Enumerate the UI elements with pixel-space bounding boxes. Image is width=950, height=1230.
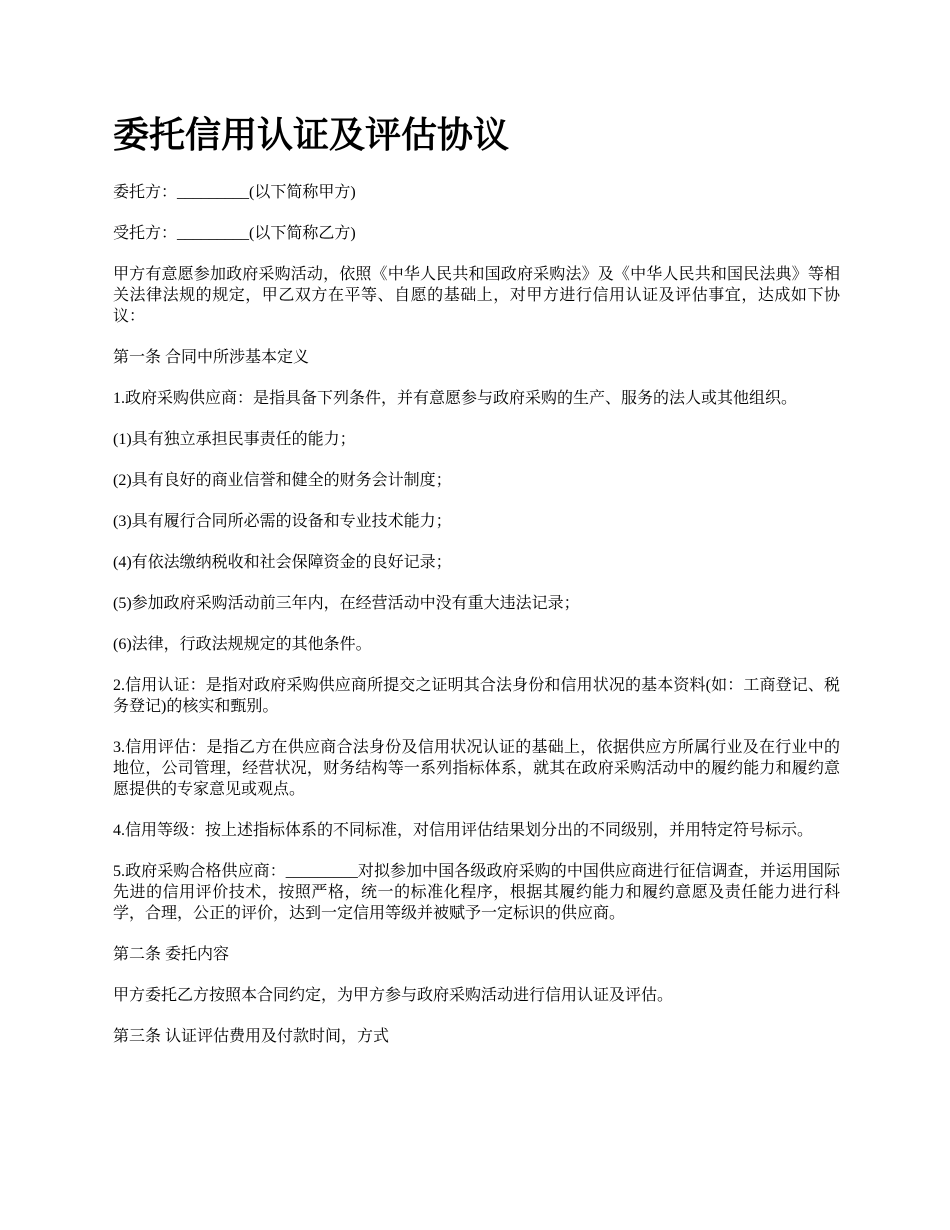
document-page	[113, 110, 840, 1067]
article-2-paragraph: 甲方委托乙方按照本合同约定，为甲方参与政府采购活动进行信用认证及评估。	[113, 987, 674, 1004]
party-a-line: 委托方：_________(以下简称甲方)	[113, 184, 356, 201]
definition-5-paragraph: 5.政府采购合格供应商：_________对拟参加中国各级政府采购的中国供应商进行征信调查，并运用国际先进的信用评价技术，按照严格，统一的标准化程序，根据其履约能力和履约意愿及责任能力进行科学，合理，公正的评价，达到一定信用等级并被赋予一定标识的供应商。	[113, 863, 840, 922]
preamble-paragraph: 甲方有意愿参加政府采购活动，依照《中华人民共和国政府采购法》及《中华人民共和国民法典》等相关法律法规的规定，甲乙双方在平等、自愿的基础上，对甲方进行信用认证及评估事宜，达成如下协议：	[113, 266, 840, 325]
condition-6-item: (6)法律，行政法规规定的其他条件。	[113, 636, 372, 653]
article-1-heading: 第一条 合同中所涉基本定义	[113, 349, 310, 366]
definition-1-paragraph: 1.政府采购供应商：是指具备下列条件，并有意愿参与政府采购的生产、服务的法人或其他组织。	[113, 390, 798, 407]
condition-5-item: (5)参加政府采购活动前三年内，在经营活动中没有重大违法记录；	[113, 595, 580, 612]
article-2-heading: 第二条 委托内容	[113, 946, 230, 963]
condition-1-item: (1)具有独立承担民事责任的能力；	[113, 431, 356, 448]
condition-4-item: (4)有依法缴纳税收和社会保障资金的良好记录；	[113, 554, 452, 571]
condition-2-item: (2)具有良好的商业信誉和健全的财务会计制度；	[113, 472, 452, 489]
party-b-line: 受托方：_________(以下简称乙方)	[113, 225, 356, 242]
condition-3-item: (3)具有履行合同所必需的设备和专业技术能力；	[113, 513, 452, 530]
definition-2-paragraph: 2.信用认证：是指对政府采购供应商所提交之证明其合法身份和信用状况的基本资料(如：工商登记、税务登记)的核实和甄别。	[113, 677, 840, 715]
definition-4-paragraph: 4.信用等级：按上述指标体系的不同标准，对信用评估结果划分出的不同级别，并用特定符号标示。	[113, 822, 814, 839]
definition-3-paragraph: 3.信用评估：是指乙方在供应商合法身份及信用状况认证的基础上，依据供应方所属行业及在行业中的地位，公司管理，经营状况，财务结构等一系列指标体系，就其在政府采购活动中的履约能力和履约意愿提供的专家意见或观点。	[113, 739, 840, 798]
article-3-heading: 第三条 认证评估费用及付款时间，方式	[113, 1028, 390, 1045]
document-title: 委托信用认证及评估协议	[113, 115, 510, 156]
